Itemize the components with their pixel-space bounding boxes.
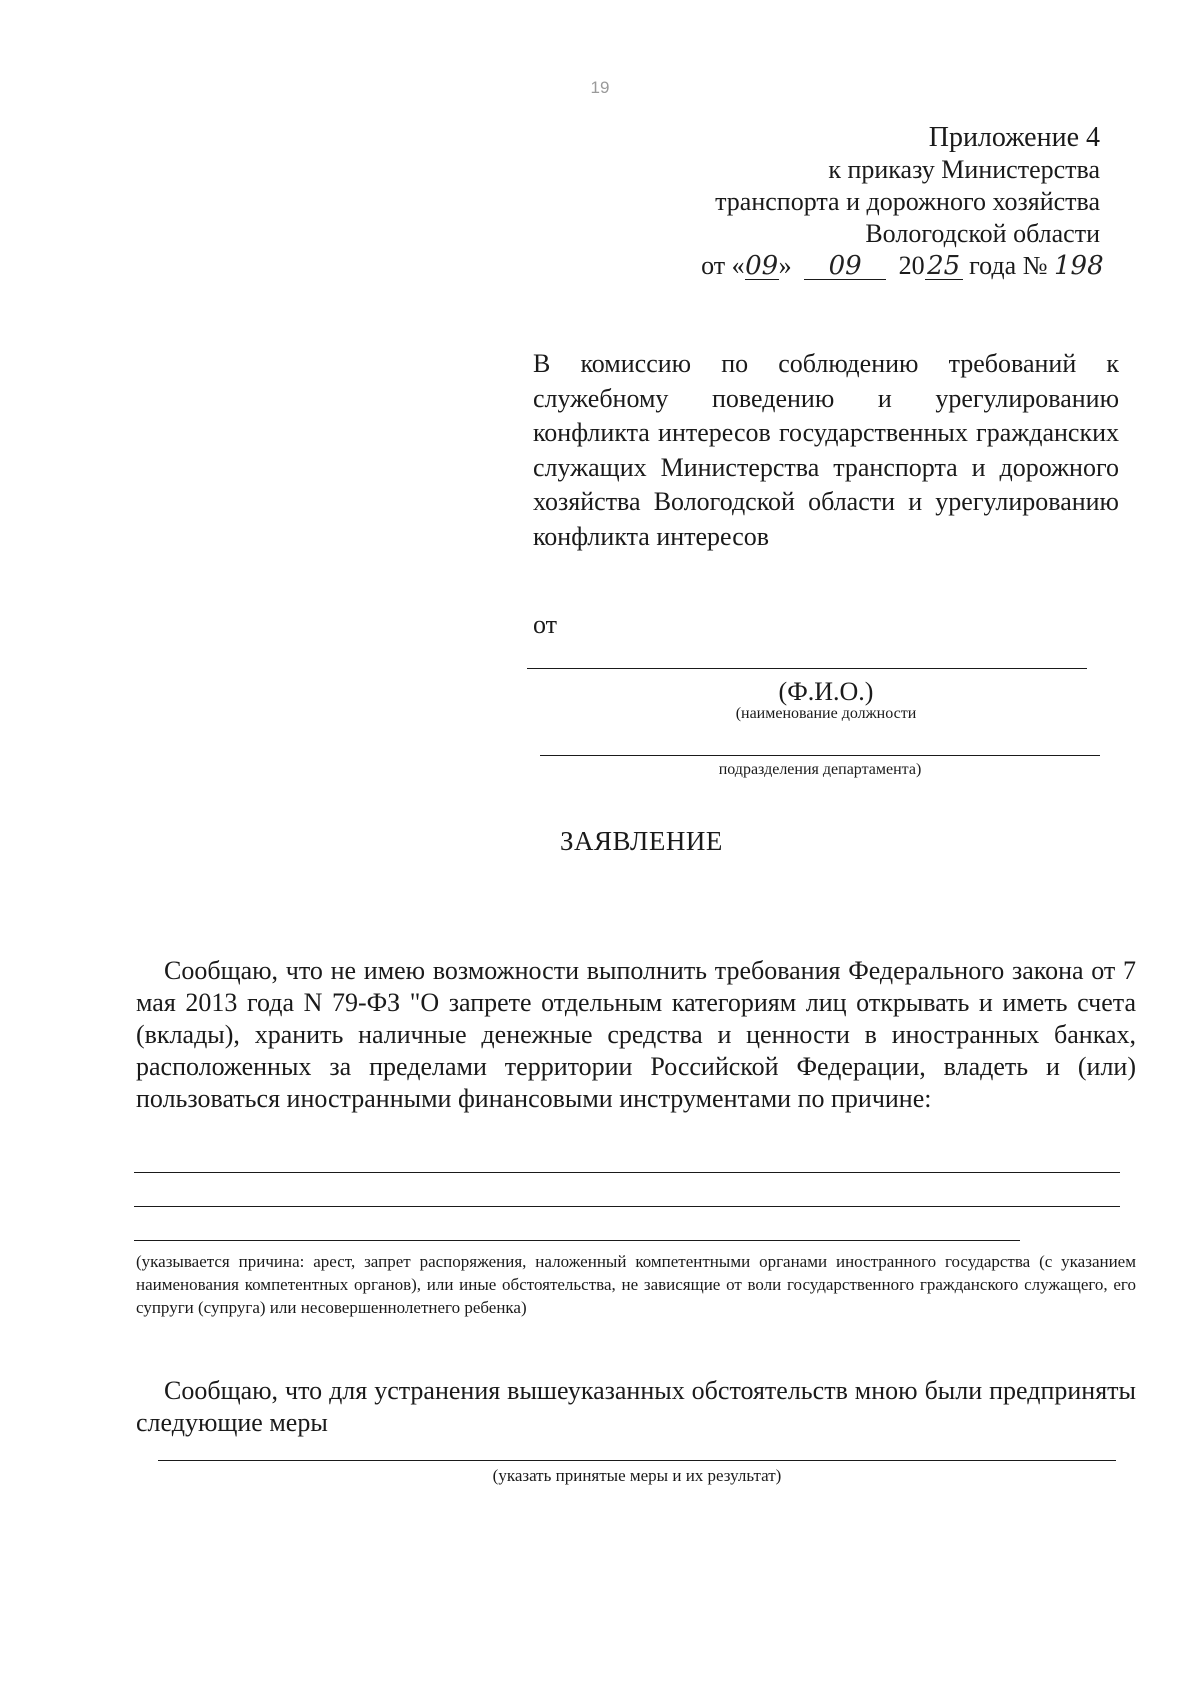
position-fill-line <box>540 755 1100 756</box>
department-caption: подразделения департамента) <box>718 761 922 778</box>
handwritten-year: 25 <box>925 253 963 280</box>
addressee-block: В комиссию по соблюдению требований к служебному поведению и урегулированию конфликта интересов государственных гражданских служащих Министерства транспорта и дорожного хозяйства Вологодской области и урегулированию конфликта интересов <box>533 349 1119 551</box>
handwritten-day: 09 <box>745 251 779 281</box>
year-prefix: 20 <box>898 251 925 280</box>
year-word: года № <box>969 251 1048 280</box>
reason-fill-line-1 <box>134 1172 1120 1173</box>
reason-fill-line-3 <box>134 1240 1020 1241</box>
statement-paragraph-1: Сообщаю, что не имею возможности выполнить требования Федерального закона от 7 мая 2013 года N 79-ФЗ "О запрете отдельным категориям лиц открывать и иметь счета (вклады), хранить наличные денежные средства и ценности в иностранных банках, расположенных за пределами территории Российской Федерации, владеть и (или) пользоваться иностранными финансовыми инструментами по причине: <box>136 956 1136 1113</box>
measures-fill-line <box>158 1460 1116 1461</box>
reason-note: (указывается причина: арест, запрет распоряжения, наложенный компетентными органами иностранного государства (с указанием наименования компетентных органов), или иные обстоятельства, не зависящие от воли государственного гражданского служащего, его супруги (супруга) или несовершеннолетнего ребенка) <box>136 1252 1136 1317</box>
position-caption: (наименование должности <box>735 705 917 722</box>
document-title: ЗАЯВЛЕНИЕ <box>560 826 723 856</box>
handwritten-order-number: 198 <box>1054 251 1104 281</box>
date-prefix: от « <box>701 251 745 280</box>
fio-caption: (Ф.И.О.) <box>778 677 874 706</box>
order-date-line <box>701 250 1104 282</box>
fio-fill-line <box>527 668 1087 669</box>
date-day-close: » <box>778 251 792 280</box>
appendix-line-2: к приказу Министерства <box>828 155 1100 184</box>
handwritten-month: 09 <box>804 253 886 280</box>
appendix-header <box>715 122 1100 250</box>
reason-fill-line-2 <box>134 1206 1120 1207</box>
measures-caption: (указать принятые меры и их результат) <box>492 1466 782 1485</box>
from-label: от <box>533 610 558 639</box>
appendix-title: Приложение 4 <box>928 122 1100 153</box>
appendix-line-4: Вологодской области <box>865 219 1100 248</box>
appendix-line-3: транспорта и дорожного хозяйства <box>715 187 1100 216</box>
statement-paragraph-2: Сообщаю, что для устранения вышеуказанных обстоятельств мною были предприняты следующие меры <box>136 1376 1136 1437</box>
page-number: 19 <box>590 78 610 97</box>
